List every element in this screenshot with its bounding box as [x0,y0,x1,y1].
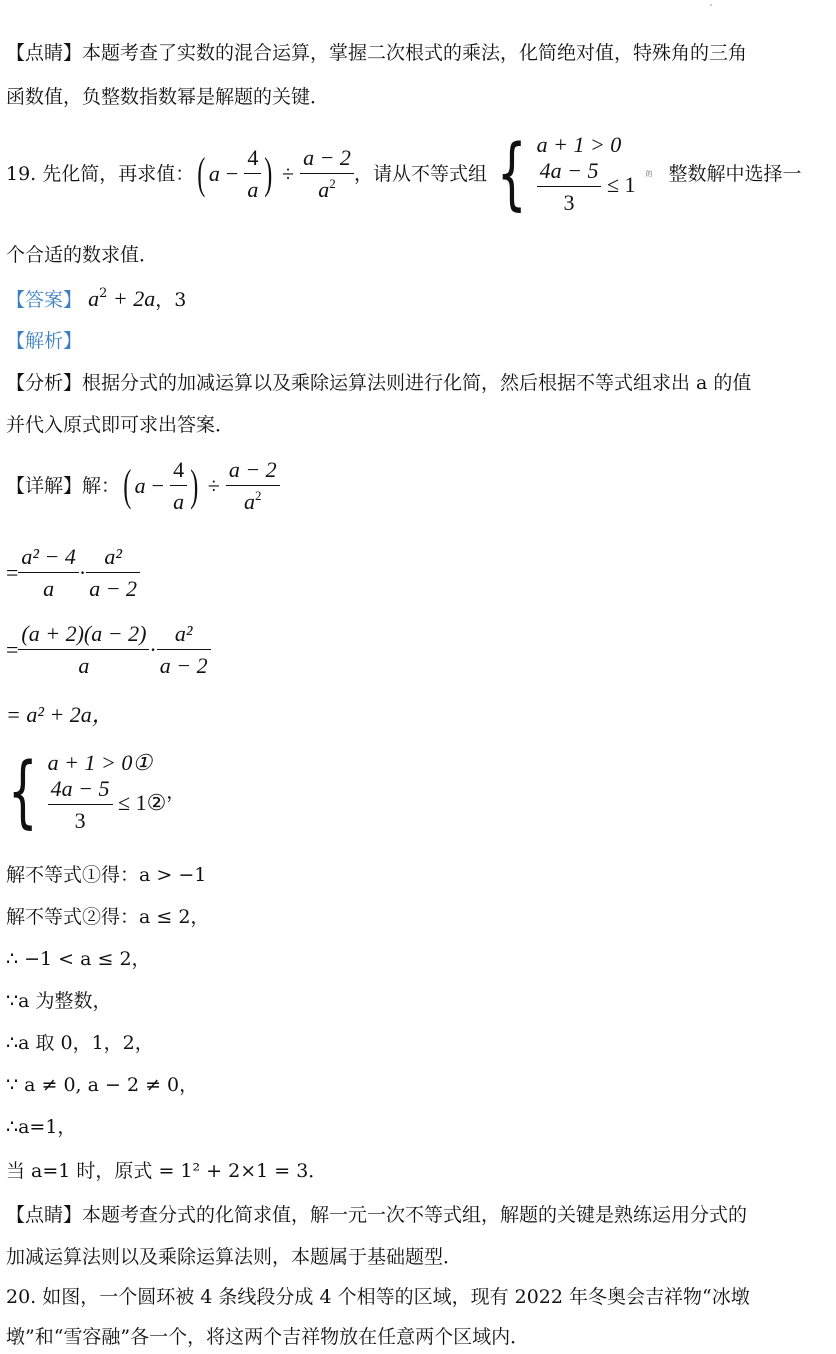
q19-mid-text: ，请从不等式组 [353,163,487,185]
small-mark: 的 [645,170,653,178]
analysis-label: 【解析】 [6,330,83,352]
step-1: = $\frac{\text{a² − 4}}{a}$ · $\frac{\text{a²}}{a - 2}$ [6,538,140,608]
detail-l3: ∴ −1 < a ≤ 2， [6,948,151,970]
pointer-1-line-2: 函数值，负整数指数幂是解题的关键． [6,86,330,108]
pointer-1-line-1: 【点睛】本题考查了实数的混合运算，掌握二次根式的乘法，化简绝对值，特殊角的三角 [6,42,748,64]
question-19-line-1 [6,124,802,224]
q19-suffix: 整数解中选择一 [668,163,802,185]
pointer-2-line-1: 【点睛】本题考查分式的化简求值，解一元一次不等式组，解题的关键是熟练运用分式的 [6,1204,748,1226]
q19-inequality-system: a + 1 > 0 $\frac{4a - 5}{3}$ ≤ 1 [536,132,636,215]
detail-l5: ∴a 取 0，1，2， [6,1032,154,1054]
detail-l7: ∴a=1， [6,1116,77,1138]
question-20-line-1: 20. 如图，一个圆环被 4 条线段分成 4 个相等的区域，现有 2022 年冬奥会吉祥物“冰墩 [6,1286,750,1308]
detail-label: 【详解】解： [6,475,121,497]
q19-prefix: 19. 先化简，再求值： [6,163,195,185]
q19-expression: ( a − $\frac{4}{a}$ ) ÷ $\frac{a - 2}{a^2}$ [194,145,354,203]
detail-l2: 解不等式②得：a ≤ 2， [6,906,210,928]
step-2: = $\frac{(a + 2)(a - 2)}{a}$ · $\frac{\text{a²}}{a - 2}$ [6,614,211,686]
detail-l6: ∵ a ≠ 0, a − 2 ≠ 0， [6,1074,199,1096]
detail-l1: 解不等式①得：a > −1 [6,864,207,886]
fenxi-line-2: 并代入原式即可求出答案． [6,414,235,436]
system-brace: { [496,129,527,219]
scan-dot [710,4,712,6]
answer-line: 【答案】 $a^2 + 2a$，3 [6,286,187,311]
fenxi-line-1: 【分析】根据分式的加减运算以及乘除运算法则进行化简，然后根据不等式组求出 a 的值 [6,372,752,394]
detail-line [6,450,280,522]
pointer-2-line-2: 加减运算法则以及乘除运算法则，本题属于基础题型． [6,1246,463,1268]
detail-l4: ∵a 为整数， [6,990,112,1012]
detail-inequality-system: { a + 1 > 0① $\frac{4a - 5}{3}$ ≤ 1② ， [7,747,186,837]
question-19-line-2: 个合适的数求值． [6,244,159,266]
answer-label: 【答案】 [6,289,83,311]
question-20-line-2: 墩”和“雪容融”各一个，将这两个吉祥物放在任意两个区域内． [6,1326,530,1348]
detail-l8: 当 a=1 时，原式 = 1² + 2×1 = 3． [6,1160,328,1182]
detail-expression: ( a − $\frac{4}{a}$ ) ÷ $\frac{a - 2}{a^2}$ [120,457,280,515]
step-3: = a² + 2a， [6,702,114,727]
